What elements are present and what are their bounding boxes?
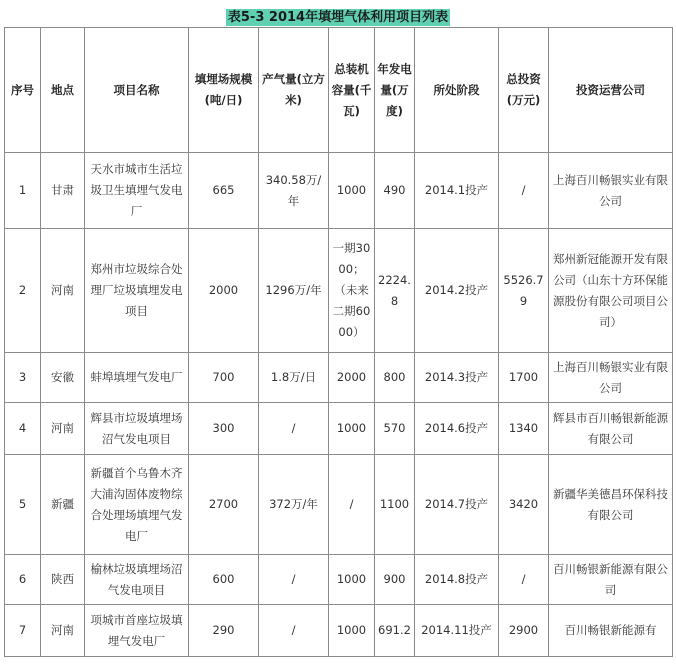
cell-location: 河南 (41, 605, 85, 657)
header-annual: 年发电量(万度) (375, 28, 415, 153)
cell-location: 甘肃 (41, 153, 85, 229)
cell-stage: 2014.7投产 (415, 455, 499, 555)
cell-location: 安徽 (41, 353, 85, 403)
cell-annual: 691.2 (375, 605, 415, 657)
cell-scale: 290 (189, 605, 259, 657)
cell-location: 陕西 (41, 555, 85, 605)
table-title: 表5-3 2014年填埋气体利用项目列表 (227, 10, 449, 25)
cell-name: 天水市城市生活垃圾卫生填埋气发电厂 (85, 153, 189, 229)
cell-stage: 2014.3投产 (415, 353, 499, 403)
cell-capacity: 1000 (329, 555, 375, 605)
cell-no: 6 (5, 555, 41, 605)
cell-company: 新疆华美德昌环保科技有限公司 (549, 455, 673, 555)
cell-scale: 2700 (189, 455, 259, 555)
header-stage: 所处阶段 (415, 28, 499, 153)
cell-capacity: 一期3000；（未来二期6000） (329, 229, 375, 353)
cell-invest: / (499, 153, 549, 229)
cell-scale: 600 (189, 555, 259, 605)
cell-no: 4 (5, 403, 41, 455)
header-no: 序号 (5, 28, 41, 153)
table-row (5, 605, 673, 657)
projects-table (4, 27, 673, 657)
cell-annual: 570 (375, 403, 415, 455)
cell-name: 蚌埠填埋气发电厂 (85, 353, 189, 403)
header-company: 投资运营公司 (549, 28, 673, 153)
table-row (5, 403, 673, 455)
title-wrap (0, 6, 676, 26)
cell-no: 7 (5, 605, 41, 657)
cell-no: 2 (5, 229, 41, 353)
cell-capacity: 2000 (329, 353, 375, 403)
header-name: 项目名称 (85, 28, 189, 153)
header-location: 地点 (41, 28, 85, 153)
cell-capacity: / (329, 455, 375, 555)
cell-company: 辉县市百川畅银新能源有限公司 (549, 403, 673, 455)
cell-location: 新疆 (41, 455, 85, 555)
cell-stage: 2014.8投产 (415, 555, 499, 605)
cell-gas: 340.58万/年 (259, 153, 329, 229)
cell-company: 百川畅银新能源有限公司 (549, 555, 673, 605)
cell-invest: 2900 (499, 605, 549, 657)
cell-gas: 1296万/年 (259, 229, 329, 353)
header-row (5, 28, 673, 153)
cell-name: 榆林垃圾填埋场沼气发电项目 (85, 555, 189, 605)
header-capacity: 总装机容量(千瓦) (329, 28, 375, 153)
cell-stage: 2014.6投产 (415, 403, 499, 455)
cell-gas: 1.8万/日 (259, 353, 329, 403)
cell-gas: / (259, 605, 329, 657)
cell-scale: 2000 (189, 229, 259, 353)
cell-annual: 1100 (375, 455, 415, 555)
table-row (5, 455, 673, 555)
cell-invest: 5526.79 (499, 229, 549, 353)
cell-name: 辉县市垃圾填埋场沼气发电项目 (85, 403, 189, 455)
cell-annual: 900 (375, 555, 415, 605)
cell-annual: 2224.8 (375, 229, 415, 353)
cell-gas: 372万/年 (259, 455, 329, 555)
cell-capacity: 1000 (329, 153, 375, 229)
cell-gas: / (259, 555, 329, 605)
cell-scale: 700 (189, 353, 259, 403)
header-invest: 总投资(万元) (499, 28, 549, 153)
cell-scale: 300 (189, 403, 259, 455)
cell-annual: 490 (375, 153, 415, 229)
table-row (5, 153, 673, 229)
cell-capacity: 1000 (329, 403, 375, 455)
cell-scale: 665 (189, 153, 259, 229)
cell-gas: / (259, 403, 329, 455)
table-row (5, 353, 673, 403)
cell-no: 5 (5, 455, 41, 555)
cell-name: 郑州市垃圾综合处理厂垃圾填埋发电项目 (85, 229, 189, 353)
cell-no: 1 (5, 153, 41, 229)
cell-company: 上海百川畅银实业有限公司 (549, 153, 673, 229)
table-row (5, 229, 673, 353)
cell-name: 新疆首个乌鲁木齐大浦沟固体废物综合处理场填埋气发电厂 (85, 455, 189, 555)
cell-invest: 3420 (499, 455, 549, 555)
cell-annual: 800 (375, 353, 415, 403)
cell-name: 项城市首座垃圾填埋气发电厂 (85, 605, 189, 657)
header-scale: 填埋场规模(吨/日) (189, 28, 259, 153)
page-bottom-edge (0, 658, 676, 664)
cell-invest: / (499, 555, 549, 605)
cell-stage: 2014.11投产 (415, 605, 499, 657)
cell-capacity: 1000 (329, 605, 375, 657)
cell-invest: 1340 (499, 403, 549, 455)
cell-stage: 2014.2投产 (415, 229, 499, 353)
cell-invest: 1700 (499, 353, 549, 403)
cell-no: 3 (5, 353, 41, 403)
cell-location: 河南 (41, 403, 85, 455)
cell-location: 河南 (41, 229, 85, 353)
cell-stage: 2014.1投产 (415, 153, 499, 229)
cell-company: 上海百川畅银实业有限公司 (549, 353, 673, 403)
cell-company: 百川畅银新能源有 (549, 605, 673, 657)
table-row (5, 555, 673, 605)
cell-company: 郑州新冠能源开发有限公司（山东十方环保能源股份有限公司项目公司） (549, 229, 673, 353)
header-gas: 产气量(立方米) (259, 28, 329, 153)
